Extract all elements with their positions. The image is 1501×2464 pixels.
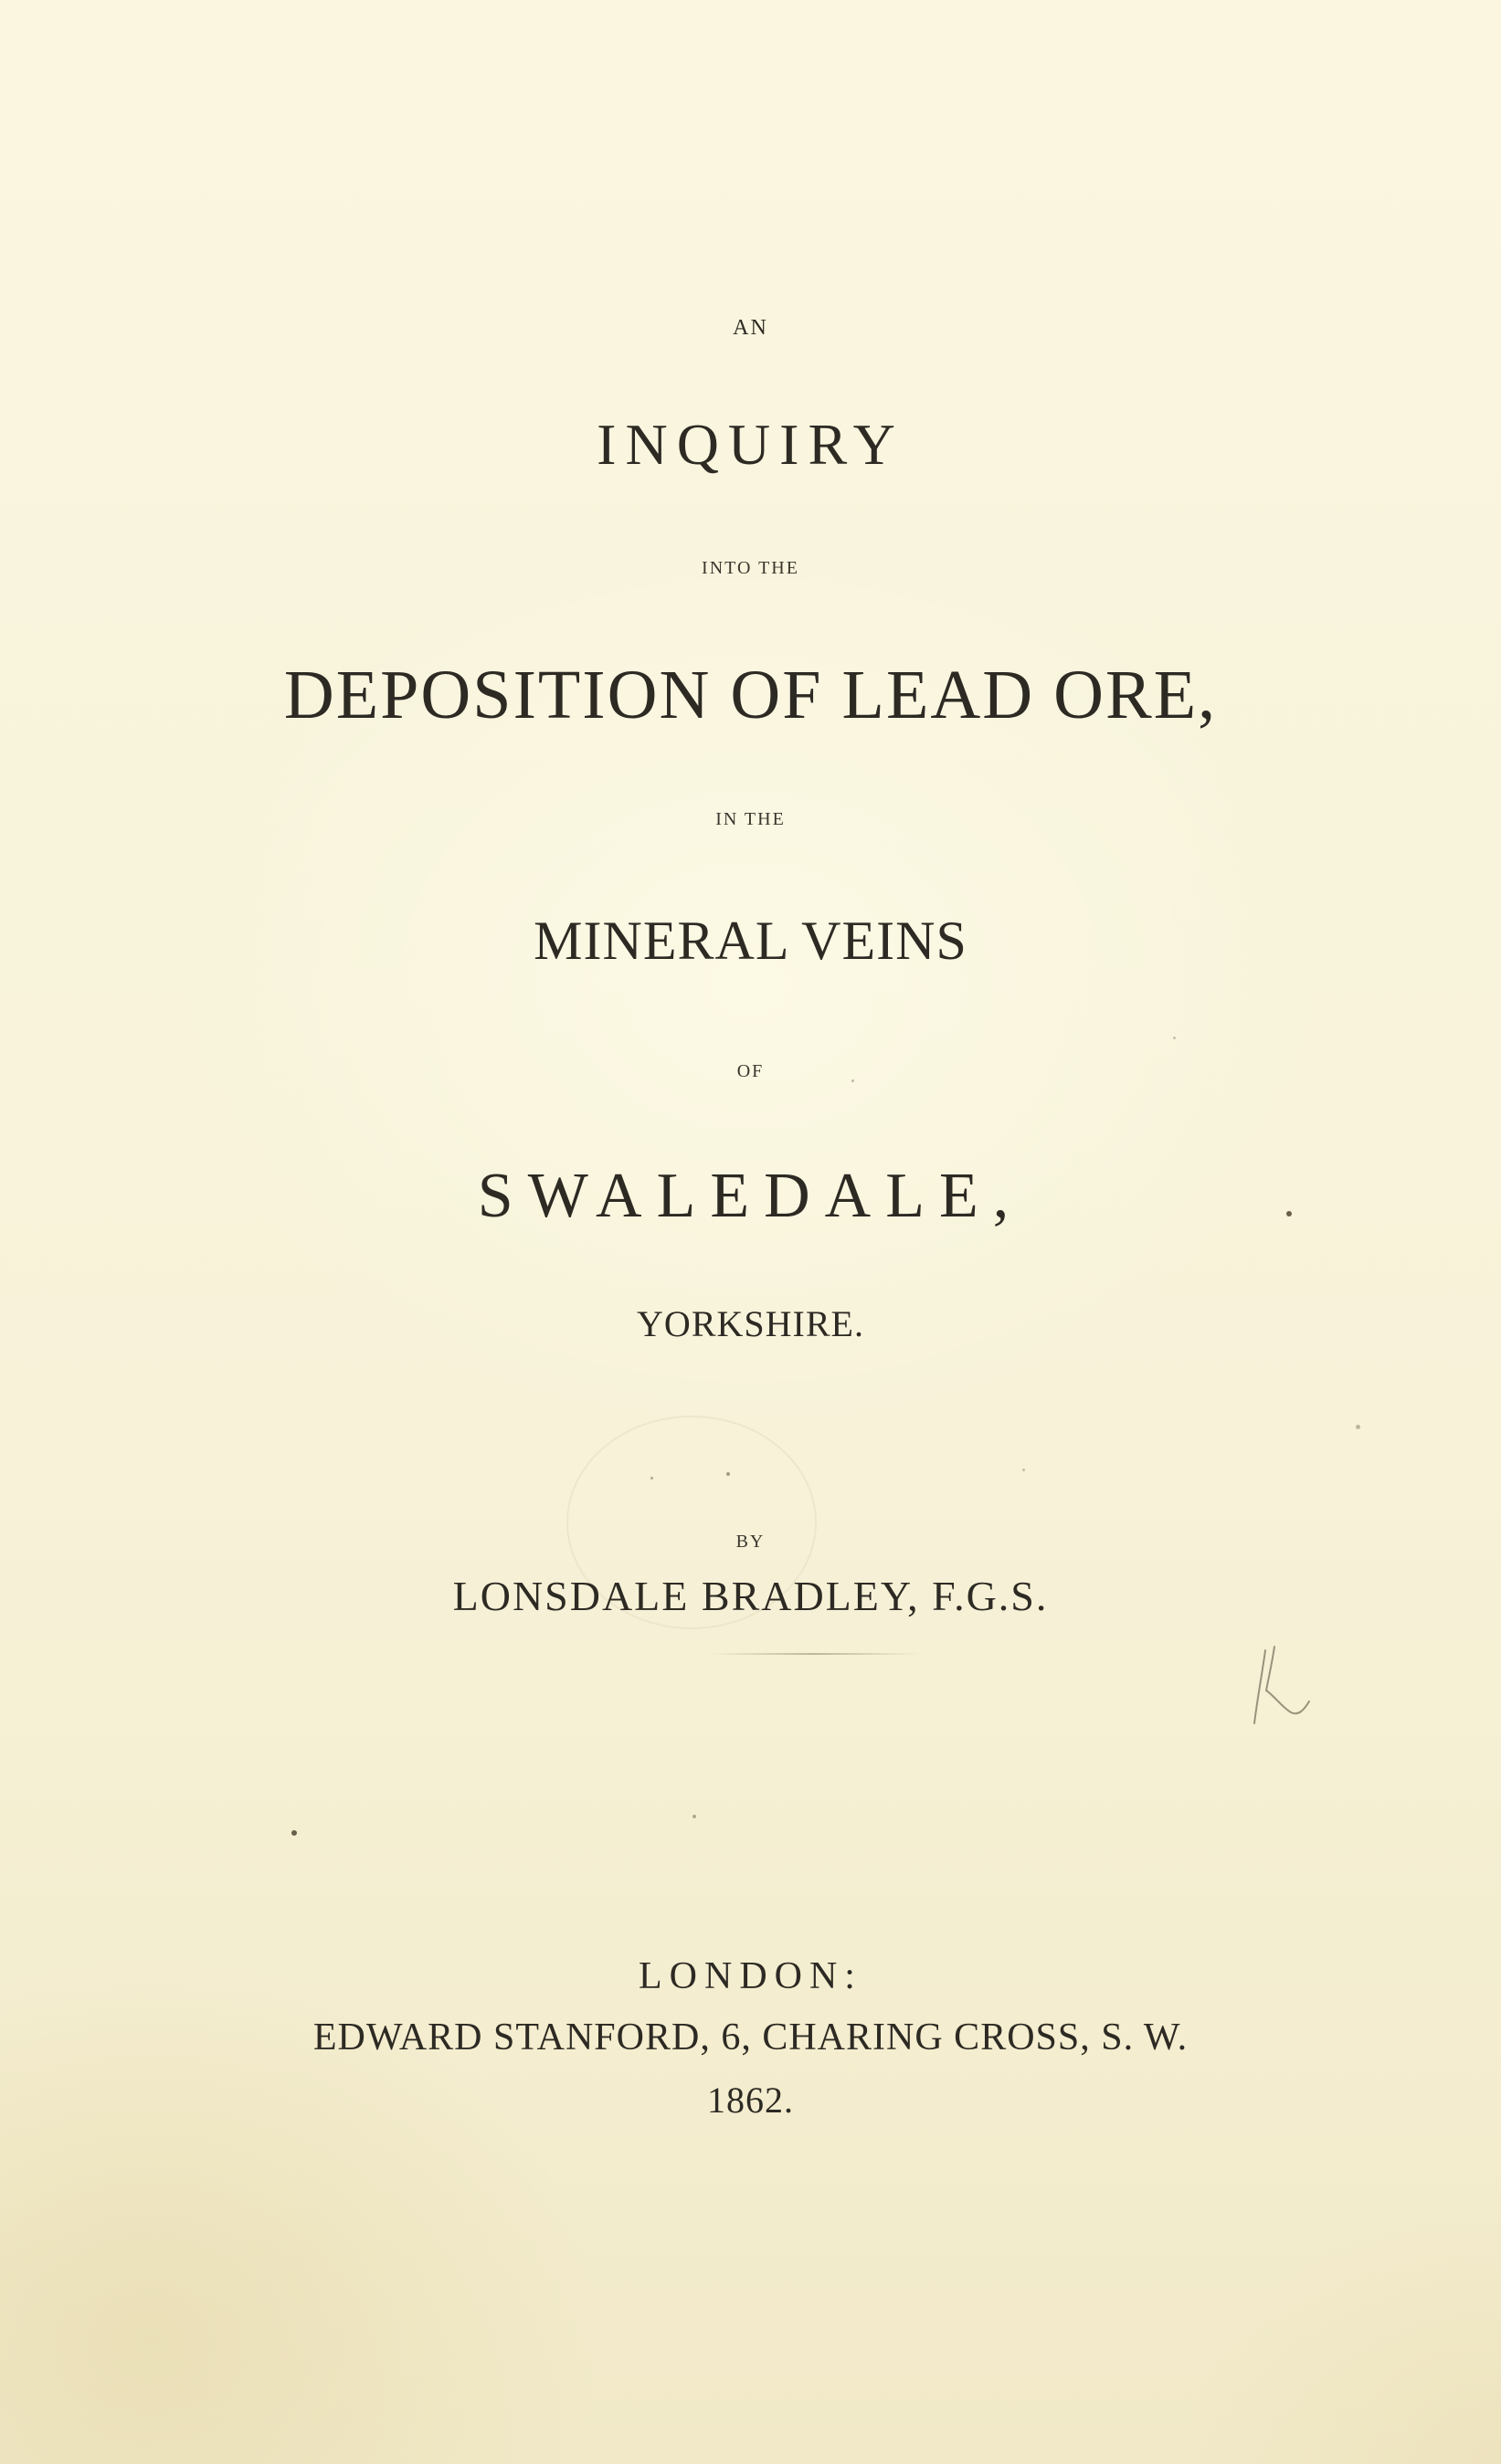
title-yorkshire: YORKSHIRE. — [637, 1303, 864, 1344]
title-deposition: DEPOSITION OF LEAD ORE, — [283, 657, 1218, 733]
ink-speck — [1356, 1425, 1360, 1429]
title-of: OF — [736, 1061, 765, 1081]
imprint-city: LONDON: — [639, 1955, 862, 1997]
byline-by: BY — [735, 1532, 766, 1552]
title-mineral-veins: MINERAL VEINS — [534, 911, 967, 971]
decorative-rule — [709, 1653, 919, 1655]
ink-speck — [692, 1815, 696, 1818]
title-into-the: INTO THE — [702, 558, 799, 578]
ink-speck — [1286, 1211, 1292, 1216]
handwritten-shelfmark — [1238, 1639, 1320, 1731]
ink-speck — [726, 1472, 730, 1476]
ink-speck — [1022, 1469, 1025, 1471]
author-name: LONSDALE BRADLEY, F.G.S. — [452, 1573, 1049, 1619]
imprint-publisher: EDWARD STANFORD, 6, CHARING CROSS, S. W. — [312, 2016, 1189, 2059]
ink-speck — [1173, 1037, 1176, 1039]
title-an: AN — [733, 316, 768, 340]
ink-speck — [851, 1079, 854, 1082]
imprint-year: 1862. — [707, 2080, 794, 2121]
title-swaledale: SWALEDALE, — [477, 1161, 1024, 1231]
title-in-the: IN THE — [715, 809, 786, 829]
ink-speck — [650, 1477, 653, 1479]
title-inquiry: INQUIRY — [597, 412, 904, 477]
ink-speck — [291, 1830, 297, 1836]
